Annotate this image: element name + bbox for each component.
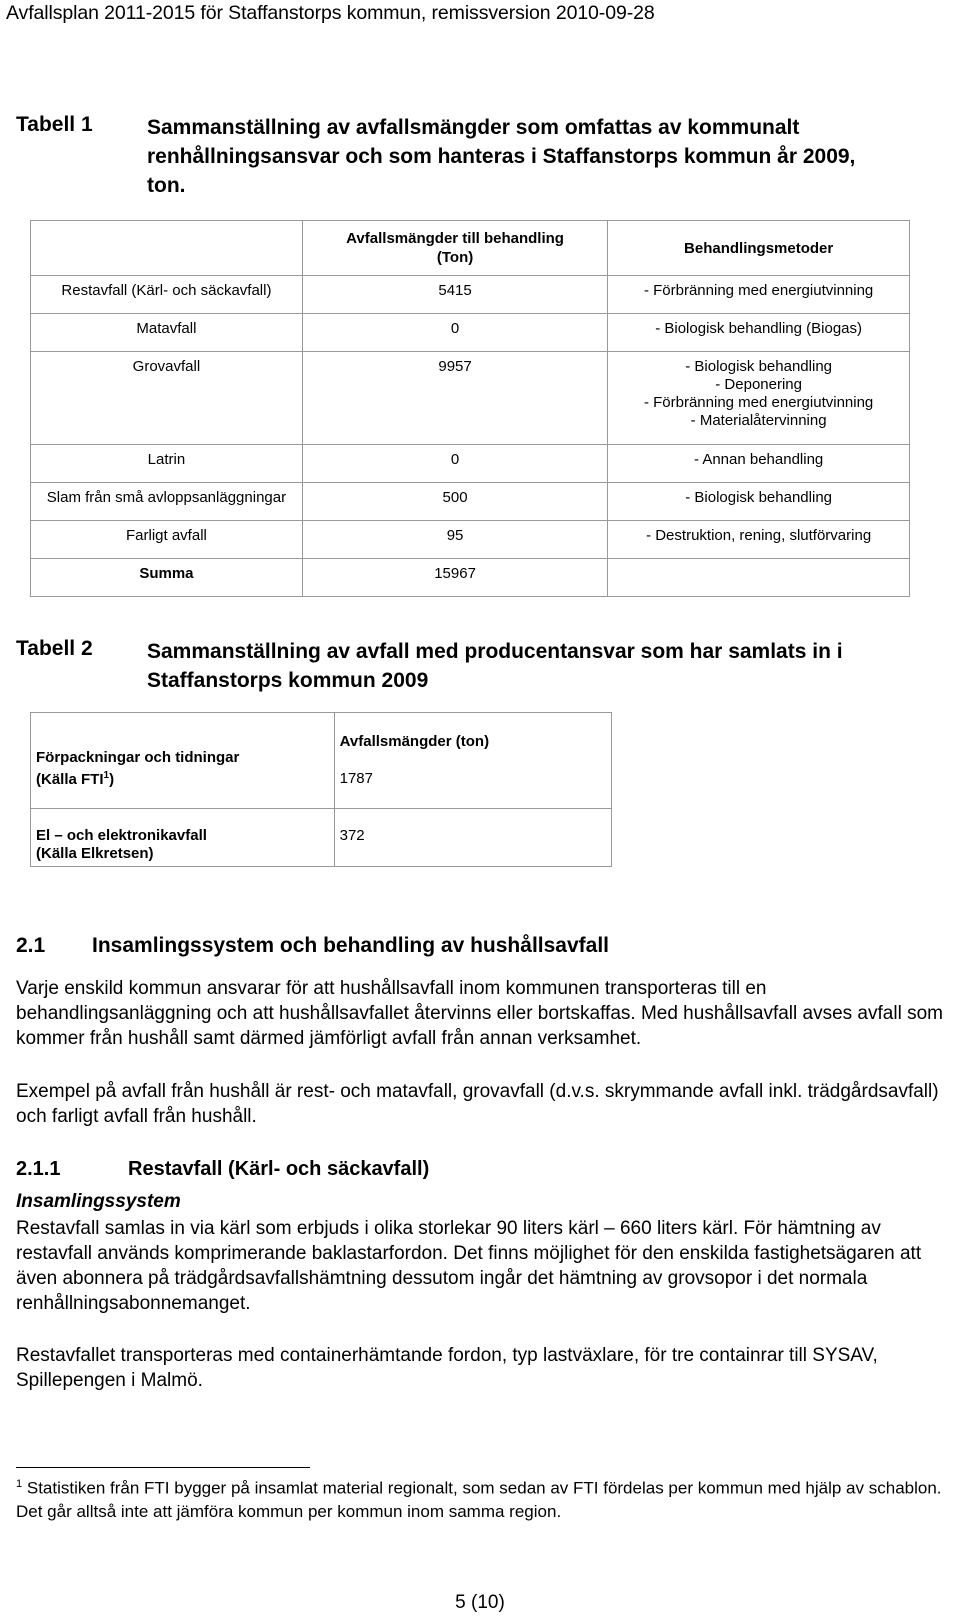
table-row	[31, 521, 910, 559]
table2-row1-line1: Förpackningar och tidningar	[36, 749, 240, 766]
table1-cell-amount: 0	[302, 445, 607, 483]
table-row	[31, 276, 910, 314]
table1-cell-amount: 95	[302, 521, 607, 559]
table2-label: Tabell 2	[16, 637, 93, 660]
table1-method-line: - Materialåtervinning	[690, 412, 827, 429]
table1-cell-method: - Biologisk behandling (Biogas)	[608, 314, 910, 352]
table-row	[31, 314, 910, 352]
footnote-marker: 1	[16, 1478, 23, 1490]
table1-header-methods: Behandlingsmetoder	[608, 221, 910, 276]
table1-sum-label: Summa	[31, 559, 303, 597]
section-2-1-para1: Varje enskild kommun ansvarar för att hushållsavfall inom kommunen transporteras till en behandlingsanläggning och att hushållsavfallet återvinns eller bortskaffas. Med hushållsavfall avses avfall som kommer från hushåll samt därmed jämförligt avfall från annan verksamhet.	[16, 978, 943, 1049]
table2-row2-line1: El – och elektronikavfall	[36, 827, 207, 844]
table2	[30, 712, 612, 867]
table1-cell-name: Matavfall	[31, 314, 303, 352]
table1-method-line: - Förbränning med energiutvinning	[643, 394, 874, 411]
table1-cell-method: - Destruktion, rening, slutförvaring	[608, 521, 910, 559]
table1-title: Sammanställning av avfallsmängder som omfattas av kommunalt renhållningsansvar och som hanteras i Staffanstorps kommun år 2009, ton.	[147, 116, 856, 197]
footnote-divider	[16, 1467, 310, 1468]
table1-cell-name: Farligt avfall	[31, 521, 303, 559]
table-row	[31, 483, 910, 521]
running-header: Avfallsplan 2011-2015 för Staffanstorps kommun, remissversion 2010-09-28	[6, 2, 655, 24]
table-row	[31, 445, 910, 483]
table1-header-amount-line2: (Ton)	[436, 249, 474, 266]
table1-cell-amount: 500	[302, 483, 607, 521]
table2-row2-label	[31, 809, 335, 867]
table2-row1-value: 1787	[339, 770, 373, 787]
table1-method-line: - Biologisk behandling	[685, 358, 832, 375]
table2-row1-label	[31, 713, 335, 809]
table1-cell-method: - Biologisk behandling	[608, 483, 910, 521]
section-2-1-1-title: Restavfall (Kärl- och säckavfall)	[128, 1158, 430, 1180]
table1-cell-amount: 0	[302, 314, 607, 352]
table2-col-header: Avfallsmängder (ton)	[339, 733, 490, 750]
table2-row2-line2: (Källa Elkretsen)	[36, 845, 154, 862]
table1	[30, 220, 910, 597]
table1-header-empty	[31, 221, 303, 276]
table2-row1-close: )	[109, 771, 115, 788]
table-row	[31, 713, 612, 809]
table1-sum-value: 15967	[302, 559, 607, 597]
table1-cell-method: - Annan behandling	[608, 445, 910, 483]
table-row	[31, 352, 910, 445]
section-2-1-1-para1: Restavfall samlas in via kärl som erbjuds i olika storlekar 90 liters kärl – 660 liters kärl. För hämtning av restavfall används komprimerande baklastarfordon. Det finns möjlighet för den enskilda fastighetsägaren att även abonnera på trädgårdsavfallshämtning dessutom ingår det hämtning av grovsopor i det normala renhållningsabonnemanget.	[16, 1218, 922, 1314]
section-2-1-1-number: 2.1.1	[16, 1158, 61, 1180]
footnote-ref: 1	[103, 770, 110, 781]
table1-cell-method: - Förbränning med energiutvinning	[608, 276, 910, 314]
table1-cell-methods	[608, 352, 910, 445]
table1-cell-name: Latrin	[31, 445, 303, 483]
table2-row1-source: (Källa FTI	[36, 771, 104, 788]
table1-header-row	[31, 221, 910, 276]
table1-sum-row	[31, 559, 910, 597]
table1-header-amount	[302, 221, 607, 276]
table1-cell-amount: 5415	[302, 276, 607, 314]
table2-row1-line2	[36, 767, 329, 789]
section-2-1-title: Insamlingssystem och behandling av hushållsavfall	[92, 934, 609, 957]
page-number: 5 (10)	[455, 1592, 505, 1613]
table1-cell-name: Restavfall (Kärl- och säckavfall)	[31, 276, 303, 314]
table1-method-line: - Deponering	[715, 376, 802, 393]
table2-row2-value: 372	[334, 809, 611, 867]
footnote	[16, 1473, 951, 1523]
table1-cell-amount: 9957	[302, 352, 607, 445]
table2-title: Sammanställning av avfall med producentansvar som har samlats in i Staffanstorps kommun 2009	[147, 640, 843, 692]
section-2-1-1-para2: Restavfallet transporteras med containerhämtande fordon, typ lastväxlare, för tre containrar till SYSAV, Spillepengen i Malmö.	[16, 1345, 878, 1391]
table1-cell-name: Grovavfall	[31, 352, 303, 445]
section-2-1-1-subheading: Insamlingssystem	[16, 1191, 181, 1212]
table1-cell-name: Slam från små avloppsanläggningar	[31, 483, 303, 521]
table1-sum-empty	[608, 559, 910, 597]
section-2-1-number: 2.1	[16, 934, 46, 957]
section-2-1-para2: Exempel på avfall från hushåll är rest- och matavfall, grovavfall (d.v.s. skrymmande avfall inkl. trädgårdsavfall) och farligt avfall från hushåll.	[16, 1081, 939, 1127]
table2-row1-valuecell	[334, 713, 611, 809]
table1-label: Tabell 1	[16, 113, 93, 136]
footnote-text: Statistiken från FTI bygger på insamlat material regionalt, som sedan av FTI fördelas per kommun med hjälp av schablon. Det går alltså inte att jämföra kommun per kommun inom samma region.	[16, 1478, 942, 1521]
table-row	[31, 809, 612, 867]
table1-header-amount-line1: Avfallsmängder till behandling	[346, 230, 564, 247]
